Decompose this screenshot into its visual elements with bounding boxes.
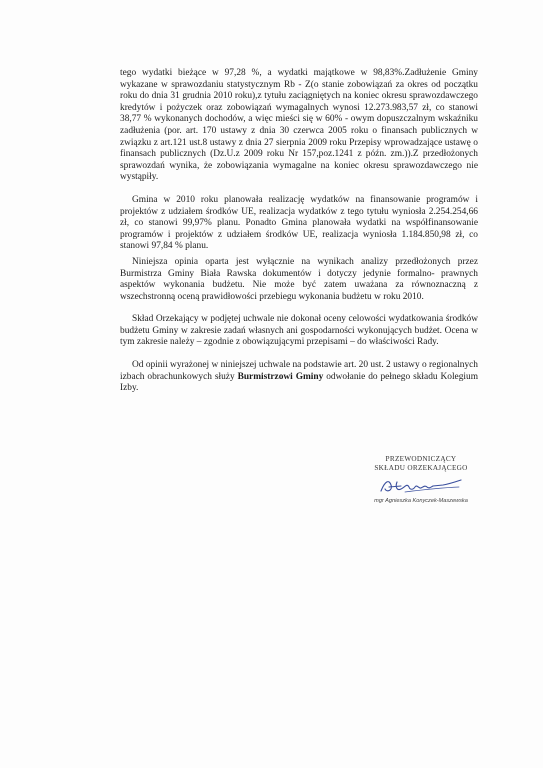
appeal-text-before: Od opinii wyrażonej w niniejszej uchwale na podstawie art. 20 ust. 2 ustawy o regionalnych izbach obrachunkowych służy bbox=[120, 360, 478, 382]
paragraph-assessment: Skład Orzekający w podjętej uchwale nie dokonał oceny celowości wydatkowania środków budżetu Gminy w zakresie zadań własnych ani gospodarności wykonujących budżet. Ocena w tym zakresie należy – zgodnie z obowiązującymi przepisami – do właściwości Rady. bbox=[120, 314, 478, 348]
handwritten-signature bbox=[375, 475, 467, 497]
signer-name: mgr Agnieszka Konyczek-Maszewska bbox=[374, 498, 468, 504]
stamp-title-line1: PRZEWODNICZĄCY bbox=[385, 455, 457, 463]
signature-block bbox=[362, 455, 480, 504]
document-body bbox=[120, 68, 478, 395]
paragraph-appeal bbox=[120, 360, 478, 395]
appeal-text-after: odwołanie do pełnego składu Kolegium Izby. bbox=[120, 371, 478, 394]
paragraph-eu-funds: Gmina w 2010 roku planowała realizację wydatków na finansowanie programów i projektów z udziałem środków UE, realizacja wydatków z tego tytułu wyniosła 2.254.254,66 zł, co stanowi 99,97% planu. Ponadto Gmina planowała wydatki na współfinansowanie programów i projektów z udziałem środków UE, realizacja wyniosła 1.184.850,98 zł, co stanowi 97,84 % planu. bbox=[120, 194, 478, 252]
stamp-title-line2: SKŁADU ORZEKAJĄCEGO bbox=[374, 464, 468, 472]
paragraph-debt: tego wydatki bieżące w 97,28 %, a wydatki majątkowe w 98,83%.Zadłużenie Gminy wykazane w sprawozdaniu statystycznym Rb - Z(o stanie zobowiązań za okres od początku roku do dnia 31 grudnia 2010 roku),z tytułu zaciągniętych na koniec okresu sprawozdawczego kredytów i pożyczek oraz zobowiązań wymagalnych wynosi 12.273.983,57 zł, co stanowi 38,77 % wykonanych dochodów, a więc mieści się w 60% - owym dopuszczalnym wskaźniku zadłużenia (por. art. 170 ustawy z dnia 30 czerwca 2005 roku o finansach publicznych w związku z art.121 ust.8 ustawy z dnia 27 sierpnia 2009 roku Przepisy wprowadzające ustawę o finansach publicznych (Dz.U.z 2009 roku Nr 157,poz.1241 z późn. zm.)).Z przedłożonych sprawozdań wynika, że zobowiązania wymagalne na koniec okresu sprawozdawczego nie wystąpiły. bbox=[120, 68, 478, 183]
paragraph-scope: Niniejsza opinia oparta jest wyłącznie na wynikach analizy przedłożonych przez Burmistrza Gminy Biała Rawska dokumentów i dotyczy jedynie formalno- prawnych aspektów wykonania budżetu. Nie może być zatem uważana za równoznaczną z wszechstronną oceną prawidłowości przebiegu wykonania budżetu w roku 2010. bbox=[120, 256, 478, 302]
appeal-recipient: Burmistrzowi Gminy bbox=[237, 371, 324, 382]
